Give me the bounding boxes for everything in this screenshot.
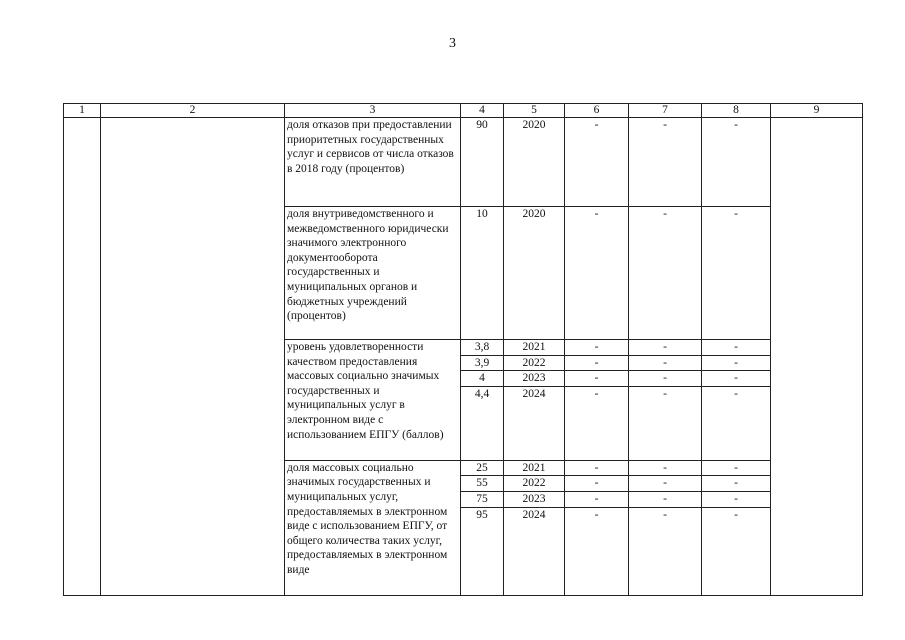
indicators-table: [63, 103, 863, 596]
indicator-value: 55: [461, 476, 504, 492]
indicator-year: 2024: [504, 507, 565, 595]
page-number: 3: [449, 36, 456, 51]
column-6-cell: -: [565, 207, 629, 340]
column-7-cell: -: [629, 476, 702, 492]
column-header: 8: [702, 104, 771, 118]
indicator-value: 90: [461, 118, 504, 207]
indicator-name: доля внутриведомственного и межведомственного юридически значимого электронного документооборота государственных и муниципальных органов и бюджетных учреждений (процентов): [285, 207, 461, 340]
indicator-year: 2021: [504, 460, 565, 476]
column-7-cell: -: [629, 460, 702, 476]
column-header: 7: [629, 104, 702, 118]
column-6-cell: -: [565, 355, 629, 371]
column-7-cell: -: [629, 340, 702, 356]
column-7-cell: -: [629, 207, 702, 340]
indicator-year: 2023: [504, 491, 565, 507]
column-7-cell: -: [629, 386, 702, 460]
indicator-value: 4: [461, 371, 504, 387]
column-header: 2: [101, 104, 285, 118]
column-7-cell: -: [629, 371, 702, 387]
column-8-cell: -: [702, 118, 771, 207]
table-header-row: [64, 104, 863, 118]
indicator-value: 3,8: [461, 340, 504, 356]
column-header: 4: [461, 104, 504, 118]
column-6-cell: -: [565, 460, 629, 476]
column-6-cell: -: [565, 386, 629, 460]
column-7-cell: -: [629, 507, 702, 595]
column-8-cell: -: [702, 507, 771, 595]
column-7-cell: -: [629, 355, 702, 371]
column-6-cell: -: [565, 118, 629, 207]
indicator-year: 2022: [504, 476, 565, 492]
indicator-value: 25: [461, 460, 504, 476]
column-6-cell: -: [565, 371, 629, 387]
column-7-cell: -: [629, 118, 702, 207]
indicator-year: 2023: [504, 371, 565, 387]
indicator-value: 95: [461, 507, 504, 595]
column-6-cell: -: [565, 507, 629, 595]
column-8-cell: -: [702, 207, 771, 340]
table-row: [64, 118, 863, 207]
column-6-cell: -: [565, 476, 629, 492]
column-8-cell: -: [702, 476, 771, 492]
indicator-value: 75: [461, 491, 504, 507]
column-8-cell: -: [702, 460, 771, 476]
column-8-cell: -: [702, 340, 771, 356]
column-8-cell: -: [702, 355, 771, 371]
column-header: 3: [285, 104, 461, 118]
column-9-cell: [771, 118, 863, 596]
indicator-year: 2022: [504, 355, 565, 371]
indicator-name: уровень удовлетворенности качеством предоставления массовых социально значимых государственных и муниципальных услуг в электронном виде с использованием ЕПГУ (баллов): [285, 340, 461, 461]
column-header: 6: [565, 104, 629, 118]
column-header: 9: [771, 104, 863, 118]
column-6-cell: -: [565, 491, 629, 507]
indicator-value: 10: [461, 207, 504, 340]
column-8-cell: -: [702, 386, 771, 460]
column-header: 1: [64, 104, 101, 118]
indicator-year: 2020: [504, 207, 565, 340]
column-header: 5: [504, 104, 565, 118]
indicator-name: доля отказов при предоставлении приоритетных государственных услуг и сервисов от числа отказов в 2018 году (процентов): [285, 118, 461, 207]
column-6-cell: -: [565, 340, 629, 356]
indicator-value: 3,9: [461, 355, 504, 371]
column-2-cell: [101, 118, 285, 596]
indicator-year: 2021: [504, 340, 565, 356]
column-8-cell: -: [702, 371, 771, 387]
column-7-cell: -: [629, 491, 702, 507]
indicator-value: 4,4: [461, 386, 504, 460]
column-8-cell: -: [702, 491, 771, 507]
column-1-cell: [64, 118, 101, 596]
indicator-year: 2024: [504, 386, 565, 460]
indicator-name: доля массовых социально значимых государственных и муниципальных услуг, предоставляемых в электронном виде с использованием ЕПГУ, от общего количества таких услуг, предоставляемых в электронном виде: [285, 460, 461, 595]
indicator-year: 2020: [504, 118, 565, 207]
